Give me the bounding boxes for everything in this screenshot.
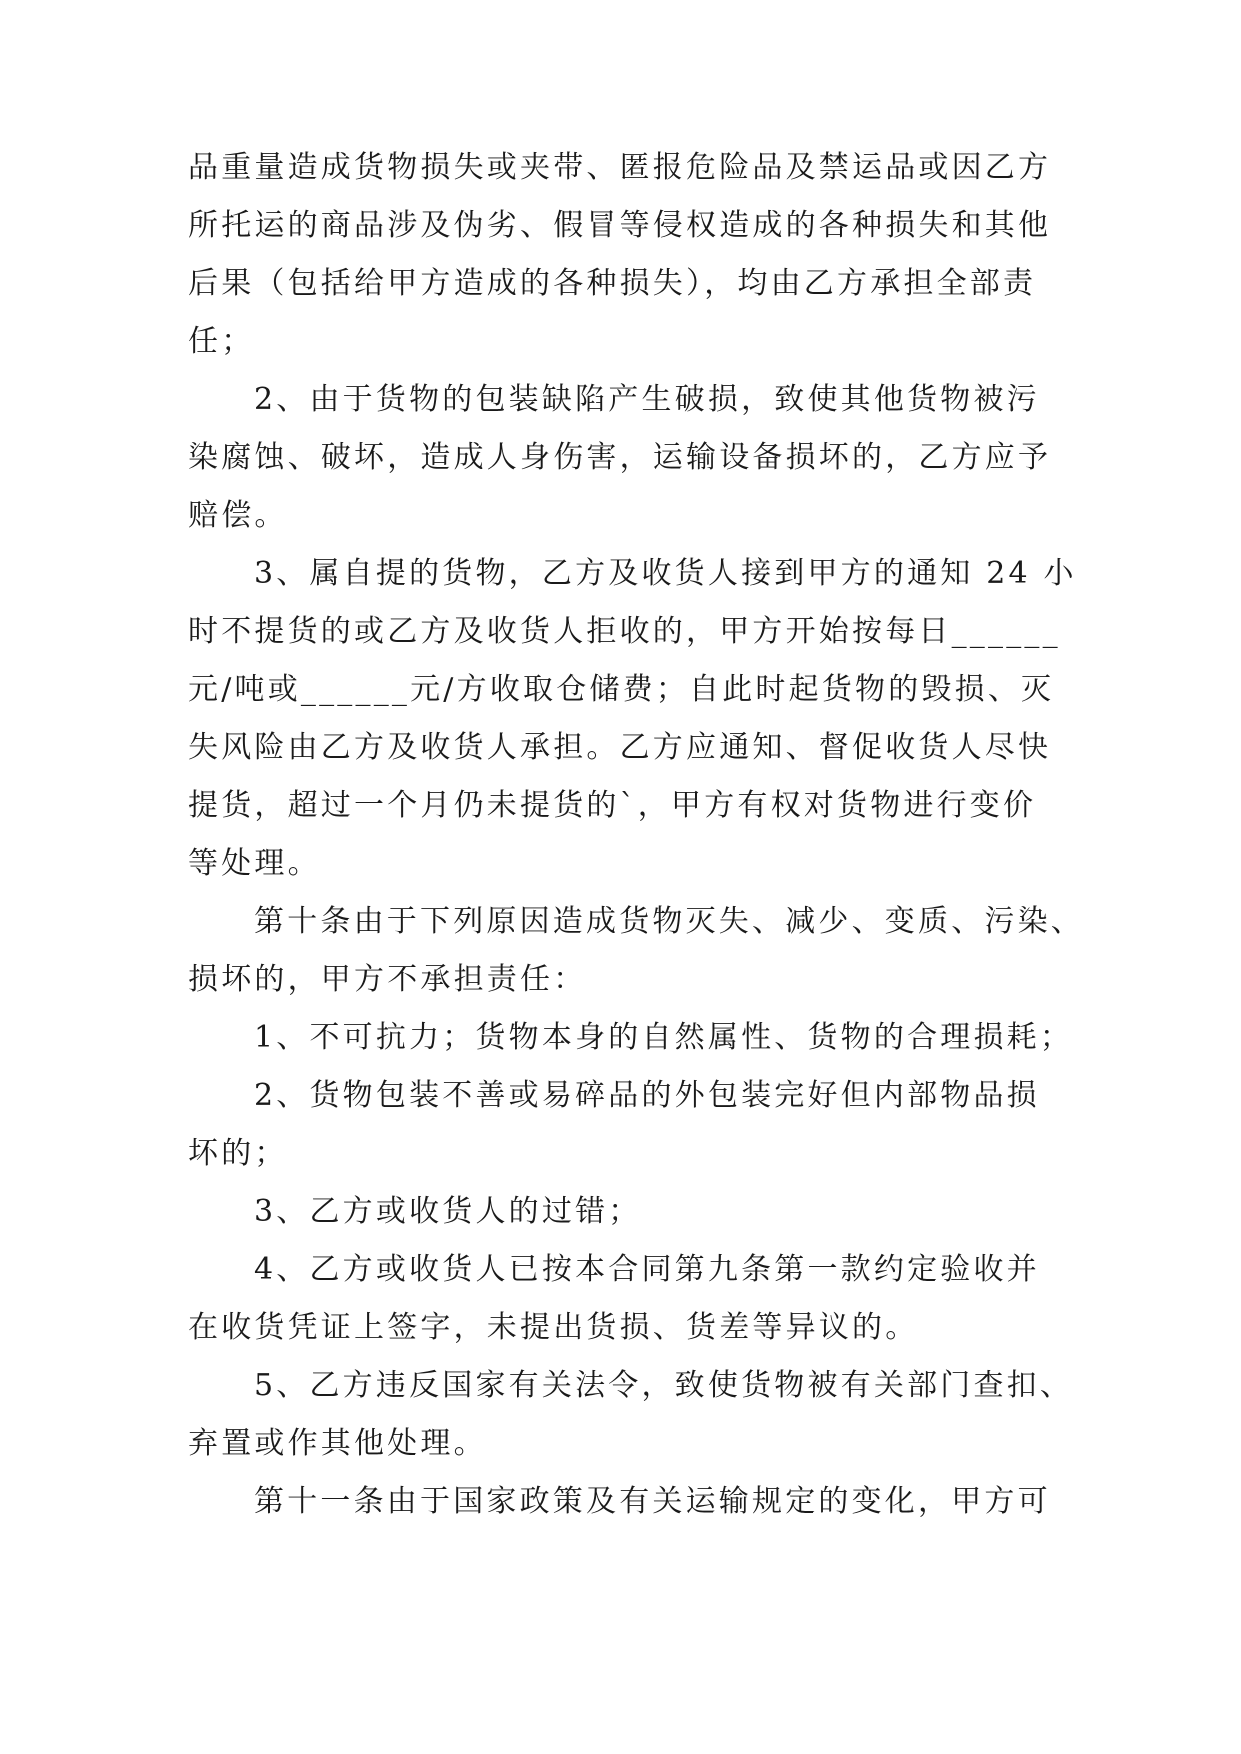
- text-line-19: 3、乙方或收货人的过错；: [254, 1194, 642, 1229]
- text-line-7: 赔偿。: [188, 498, 288, 533]
- text-line-6: 染腐蚀、破坏，造成人身伤害，运输设备损坏的，乙方应予: [188, 440, 1052, 475]
- text-line-8: 3、属自提的货物，乙方及收货人接到甲方的通知 24 小: [254, 556, 1077, 591]
- text-line-17: 2、货物包装不善或易碎品的外包装完好但内部物品损: [254, 1078, 1040, 1113]
- text-line-24: 第十一条由于国家政策及有关运输规定的变化，甲方可: [254, 1484, 1051, 1519]
- text-line-15: 损坏的，甲方不承担责任：: [188, 962, 587, 997]
- text-line-3: 后果（包括给甲方造成的各种损失），均由乙方承担全部责: [188, 266, 1037, 301]
- text-line-1: 品重量造成货物损失或夹带、匿报危险品及禁运品或因乙方: [188, 150, 1052, 185]
- text-line-20: 4、乙方或收货人已按本合同第九条第一款约定验收并: [254, 1252, 1040, 1287]
- text-line-5: 2、由于货物的包装缺陷产生破损，致使其他货物被污: [254, 382, 1040, 417]
- text-line-21: 在收货凭证上签字，未提出货损、货差等异议的。: [188, 1310, 919, 1345]
- text-line-12: 提货，超过一个月仍未提货的`，甲方有权对货物进行变价: [188, 788, 1037, 823]
- text-line-9: 时不提货的或乙方及收货人拒收的，甲方开始按每日______: [188, 614, 1061, 649]
- text-line-2: 所托运的商品涉及伪劣、假冒等侵权造成的各种损失和其他: [188, 208, 1052, 243]
- text-line-4: 任；: [188, 324, 255, 359]
- text-line-16: 1、不可抗力；货物本身的自然属性、货物的合理损耗；: [254, 1020, 1074, 1055]
- text-line-11: 失风险由乙方及收货人承担。乙方应通知、督促收货人尽快: [188, 730, 1052, 765]
- text-line-10: 元/吨或______元/方收取仓储费；自此时起货物的毁损、灭: [188, 672, 1055, 707]
- text-line-22: 5、乙方违反国家有关法令，致使货物被有关部门查扣、: [254, 1368, 1074, 1403]
- text-line-13: 等处理。: [188, 846, 321, 881]
- text-line-18: 坏的；: [188, 1136, 288, 1171]
- text-line-23: 弃置或作其他处理。: [188, 1426, 487, 1461]
- text-line-14: 第十条由于下列原因造成货物灭失、减少、变质、污染、: [254, 904, 1084, 939]
